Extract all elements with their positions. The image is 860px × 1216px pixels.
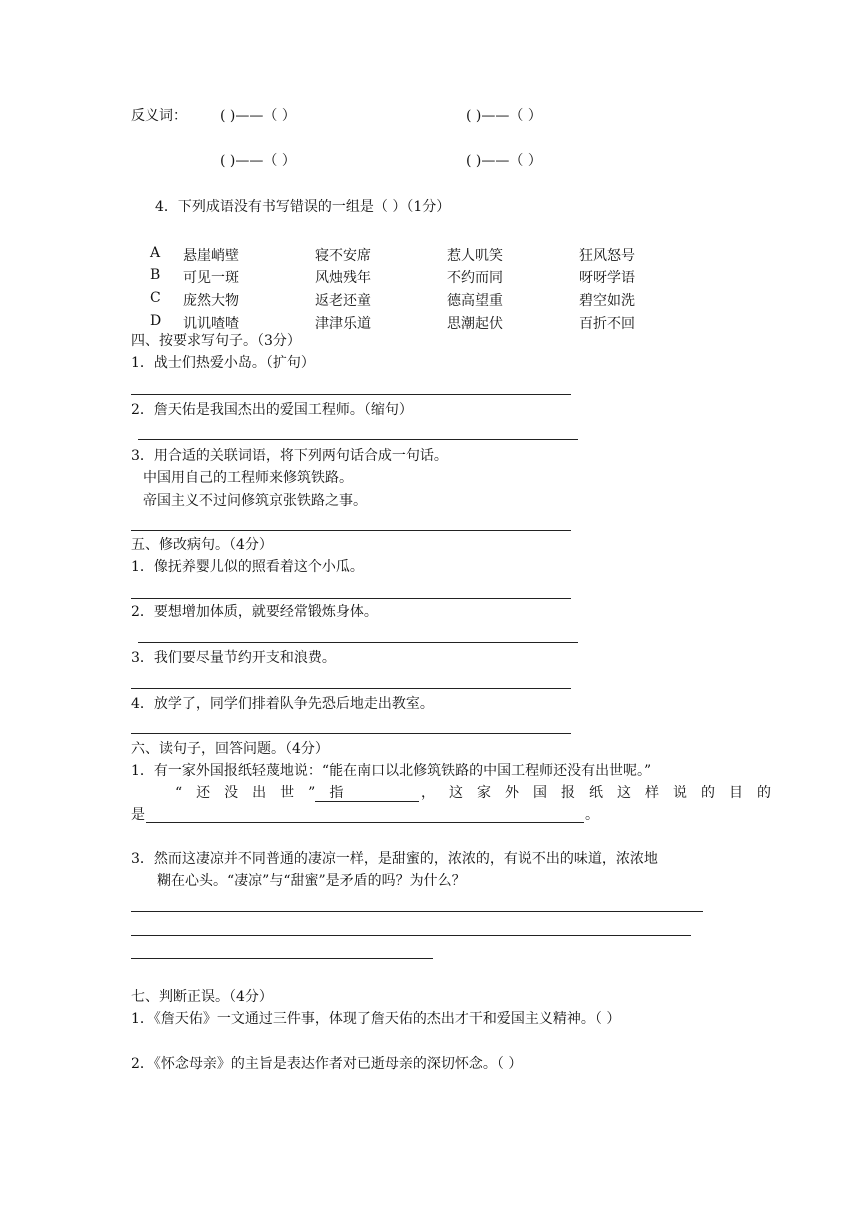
sec6-q1-part-1: “还没出世”指	[175, 785, 358, 801]
answer-line[interactable]	[131, 911, 703, 912]
option-row-a[interactable]	[150, 245, 670, 263]
sec7-q1[interactable]: 1．《詹天佑》一文通过三件事，体现了詹天佑的杰出才干和爱国主义精神。（ ）	[131, 1011, 621, 1027]
antonym-pair-3[interactable]: ( )——（ ）	[220, 153, 296, 169]
option-row-c[interactable]	[150, 290, 670, 308]
option-item: 悬崖峭壁	[183, 248, 239, 264]
sec4-q3: 3．用合适的关联词语，将下列两句话合成一句话。	[131, 448, 448, 464]
answer-blank[interactable]	[315, 801, 419, 802]
sec4-q2: 2．詹天佑是我国杰出的爱国工程师。（缩句）	[131, 402, 413, 418]
option-item: 返老还童	[315, 293, 371, 309]
option-row-d[interactable]	[150, 313, 670, 331]
sec6-q1-end: 。	[585, 807, 599, 823]
antonym-pair-1[interactable]: ( )——（ ）	[220, 108, 296, 124]
option-letter: C	[150, 290, 161, 306]
option-item: 寝不安席	[315, 248, 371, 264]
answer-line[interactable]	[131, 598, 571, 599]
sec4-q1: 1．战士们热爱小岛。（扩句）	[131, 355, 315, 371]
option-item: 可见一斑	[183, 270, 239, 286]
answer-blank[interactable]	[146, 822, 584, 823]
option-letter: A	[150, 245, 161, 261]
option-item: 思潮起伏	[447, 316, 503, 332]
option-item: 风烛残年	[315, 270, 371, 286]
sec7-q2[interactable]: 2．《怀念母亲》的主旨是表达作者对已逝母亲的深切怀念。（ ）	[131, 1056, 523, 1072]
option-item: 百折不回	[579, 316, 635, 332]
option-item: 庞然大物	[183, 293, 239, 309]
sec6-q1-part-2: ，这家外国报纸这样说的目的	[421, 785, 785, 801]
sec6-q1: 1．有一家外国报纸轻蔑地说：“能在南口以北修筑铁路的中国工程师还没有出世呢。”	[131, 763, 652, 779]
option-item: 惹人叽笑	[447, 248, 503, 264]
section-5-heading: 五、修改病句。（4分）	[131, 537, 273, 553]
option-item: 狂风怒号	[579, 248, 635, 264]
antonym-pair-2[interactable]: ( )——（ ）	[466, 108, 542, 124]
answer-line[interactable]	[131, 935, 691, 936]
option-item: 不约而同	[447, 270, 503, 286]
answer-line[interactable]	[138, 642, 578, 643]
section-4-heading: 四、按要求写句子。（3分）	[131, 333, 301, 349]
sec5-q2: 2．要想增加体质，就要经常锻炼身体。	[131, 604, 378, 620]
answer-line[interactable]	[131, 688, 571, 689]
option-item: 呀呀学语	[579, 270, 635, 286]
section-6-heading: 六、读句子，回答问题。（4分）	[131, 741, 329, 757]
sec6-q3-line-2: 糊在心头。“凄凉”与“甜蜜”是矛盾的吗？为什么？	[157, 873, 466, 889]
sec4-q3-sentence-1: 中国用自己的工程师来修筑铁路。	[143, 470, 353, 486]
answer-line[interactable]	[131, 958, 433, 959]
answer-line[interactable]	[131, 394, 571, 395]
answer-line[interactable]	[138, 439, 578, 440]
option-item: 讥讥喳喳	[183, 316, 239, 332]
section-7-heading: 七、判断正误。（4分）	[131, 989, 273, 1005]
sec6-q1-part-3: 是	[131, 807, 145, 823]
option-item: 津津乐道	[315, 316, 371, 332]
sec6-q3-line-1: 3．然而这凄凉并不同普通的凄凉一样，是甜蜜的，浓浓的，有说不出的味道，浓浓地	[131, 851, 658, 867]
answer-line[interactable]	[131, 530, 571, 531]
option-item: 碧空如洗	[579, 293, 635, 309]
sec5-q3: 3．我们要尽量节约开支和浪费。	[131, 650, 336, 666]
option-letter: B	[150, 267, 161, 283]
option-row-b[interactable]	[150, 267, 670, 285]
antonym-pair-4[interactable]: ( )——（ ）	[466, 153, 542, 169]
option-letter: D	[150, 313, 162, 329]
sec4-q3-sentence-2: 帝国主义不过问修筑京张铁路之事。	[143, 493, 367, 509]
sec5-q1: 1．像抚养婴儿似的照看着这个小瓜。	[131, 559, 364, 575]
q4-prompt: 4．下列成语没有书写错误的一组是（ ）（1分）	[155, 199, 451, 215]
antonyms-label: 反义词：	[131, 108, 187, 124]
sec5-q4: 4．放学了，同学们排着队争先恐后地走出教室。	[131, 696, 434, 712]
answer-line[interactable]	[131, 733, 571, 734]
option-item: 德高望重	[447, 293, 503, 309]
